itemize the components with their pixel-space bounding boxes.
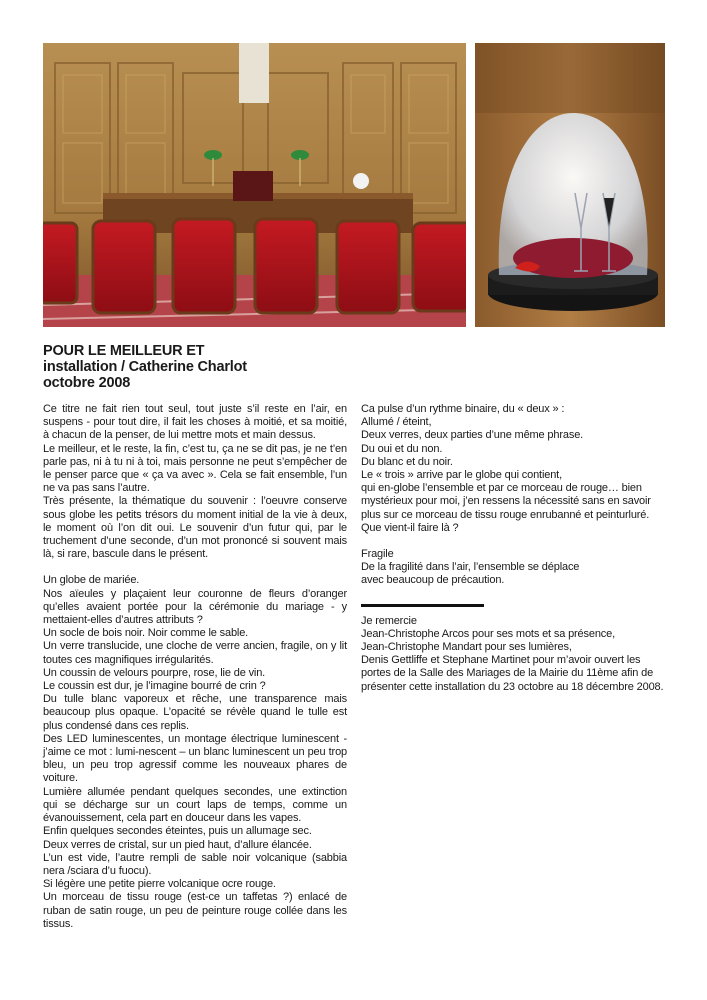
- paragraph: Deux verres de cristal, sur un pied haut, d’allure élancée.: [43, 838, 312, 851]
- paragraph: L’un est vide, l’autre rempli de sable noir volcanique (sabbia nera /sciara d’u fuocu).: [43, 851, 347, 877]
- divider-rule: [361, 604, 484, 607]
- paragraph: De la fragilité dans l’air, l’ensemble se déplace: [361, 561, 580, 574]
- paragraph: Si légère une petite pierre volcanique ocre rouge.: [43, 878, 276, 891]
- left-text-column: [43, 403, 347, 931]
- paragraph: Du blanc et du noir.: [361, 455, 453, 468]
- paragraph: Ca pulse d’un rythme binaire, du « deux » :: [361, 403, 565, 415]
- thanks-line: Je remercie: [361, 614, 417, 627]
- paragraph: Allumé / éteint,: [361, 416, 432, 429]
- paragraph: Du oui et du non.: [361, 442, 443, 455]
- thanks-line: Denis Gettliffe et Stephane Martinet pour m’avoir ouvert les portes de la Salle des Mariages de la Mairie du 11ème afin de présenter cette installation du 23 octobre au 18 décembre 2008.: [361, 654, 664, 693]
- title-line-1: POUR LE MEILLEUR ET: [43, 343, 205, 359]
- paragraph: Des LED luminescentes, un montage électrique luminescent - j’aime ce mot : lumi-nescent – un blanc luminescent un peu trop bleu, un peu trop agressif comme les nouveaux phares de voiture.: [43, 732, 347, 785]
- photo-wedding-hall: [43, 43, 466, 327]
- paragraph: Un morceau de tissu rouge (est-ce un taffetas ?) enlacé de ruban de satin rouge, un peu de peinture rouge collée dans les tissus.: [43, 891, 347, 930]
- paragraph: Le coussin est dur, je l’imagine bourré de crin ?: [43, 680, 266, 693]
- paragraph: Un verre translucide, une cloche de verre ancien, fragile, on y lit toutes ces magnifiques irrégularités.: [43, 640, 347, 666]
- photo-glass-dome: [475, 43, 665, 327]
- right-text-column: [361, 403, 665, 694]
- paragraph: Très présente, la thématique du souvenir : l’oeuvre conserve sous globe les petits trésors du moment initial de la vie à deux, le moment où l’on dit oui. Le souvenir d’un futur qui, par le truchement d’une seconde, d’un mot prononcé si souvent mais là, si rare, bascule dans le présent.: [43, 495, 347, 561]
- paragraph: qui en-globe l’ensemble et par ce morceau de rouge… bien mystérieux pour moi, j’en ressens la nécessité sans en savoir plus sur ce morceau de tissu rouge enrubanné et peinturluré.: [361, 482, 651, 521]
- thanks-line: Jean-Christophe Mandart pour ses lumières,: [361, 641, 572, 654]
- paragraph: Nos aïeules y plaçaient leur couronne de fleurs d’oranger qu’elles avaient portée pour la cérémonie du mariage - y mettaient-elles d’autres attributs ?: [43, 587, 347, 627]
- paragraph: Du tulle blanc vaporeux et rêche, une transparence mais beaucoup plus opaque. L’opacité se révèle quand le tulle est plus condensé dans ces replis.: [43, 693, 347, 732]
- paragraph: Enfin quelques secondes éteintes, puis un allumage sec.: [43, 825, 312, 838]
- paragraph: Que vient-il faire là ?: [361, 521, 459, 534]
- title-line-3: octobre 2008: [43, 375, 131, 391]
- paragraph: Le meilleur, et le reste, la fin, c’est tu, ça ne se dit pas, je ne t’en parle pas, ni à tu ni à toi, mais personne ne peut s’empêcher de le penser parce que « ça va avec ». Cela se fait ensemble, l’un ne va pas sans l’autre.: [43, 442, 347, 495]
- paragraph: Un coussin de velours pourpre, rose, lie de vin.: [43, 666, 266, 679]
- title-block: [43, 343, 363, 391]
- paragraph: Un socle de bois noir. Noir comme le sable.: [43, 627, 249, 640]
- paragraph: Deux verres, deux parties d’une même phrase.: [361, 429, 584, 442]
- title-line-2: installation / Catherine Charlot: [43, 359, 247, 375]
- paragraph: Un globe de mariée.: [43, 574, 140, 587]
- paragraph: Le « trois » arrive par le globe qui contient,: [361, 469, 562, 482]
- blank-line: [43, 561, 347, 574]
- paragraph: Fragile: [361, 548, 394, 561]
- paragraph: Lumière allumée pendant quelques secondes, une extinction qui se décharge sur un court laps de temps, comme un évanouissement, cela part en douceur dans les vapes.: [43, 785, 347, 825]
- paragraph: avec beaucoup de précaution.: [361, 574, 505, 587]
- paragraph: Ce titre ne fait rien tout seul, tout juste s’il reste en l’air, en suspens - pour tout dire, il fait les choses à moitié, et sa moitié, à chacun de la penser, de lui mettre mots et main dessus.: [43, 403, 347, 442]
- blank-line: [361, 535, 665, 548]
- thanks-line: Jean-Christophe Arcos pour ses mots et sa présence,: [361, 627, 616, 640]
